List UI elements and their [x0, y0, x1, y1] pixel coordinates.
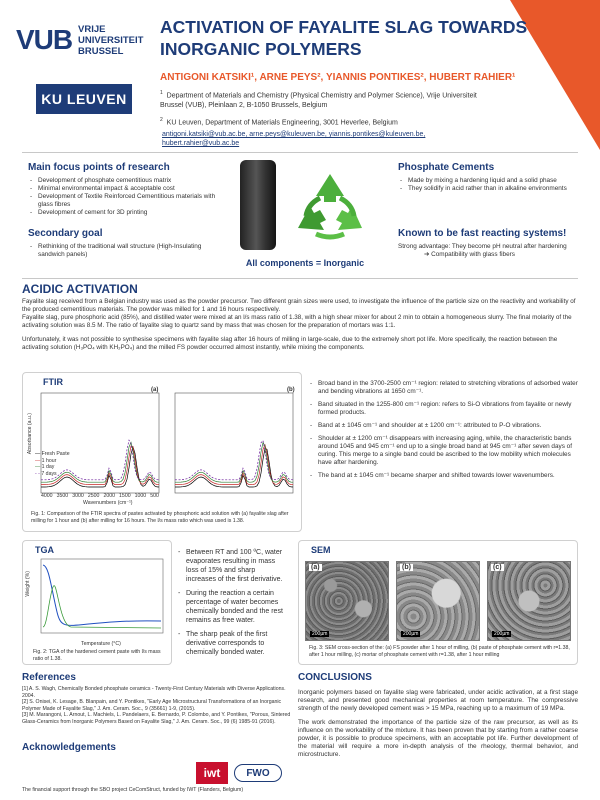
affiliation-1: Department of Materials and Chemistry (Physical Chemistry and Polymer Science), Vrije Universiteit Brussel (VUB), Pleinlaan 2, B-1050 Brussels, Belgium	[160, 92, 477, 110]
tga-xlabel: Temperature (°C)	[81, 641, 121, 647]
legend-1d: — 1 day	[35, 464, 55, 470]
tga-box	[22, 540, 172, 665]
list-item: - Broad band in the 3700-2500 cm⁻¹ region: related to stretching vibrations of adsorbed water and bending vibrations at 1650 cm⁻¹.	[308, 380, 578, 396]
panel-label-a: (a)	[151, 387, 159, 393]
list-item: - Development of Textile Reinforced Cementitious materials with glass fibres	[28, 193, 228, 209]
legend-label: Fresh Paste	[41, 451, 70, 457]
vub-line: VRIJE	[78, 24, 106, 35]
acidic-paragraph: Fayalite slag, pure phosphoric acid (85%), and distilled water were mixed at an l/s mass ratio of 1.38, with a high shear mixer for about 2 min to obtain a homogeneous slurry. The final molarity of the activating solution was 8.5 M. The ratio of fayalite slag to quartz sand by mass that was chosen for the preparation of mortars was 1:1.	[22, 314, 572, 329]
divider	[22, 278, 578, 279]
ftir-heading	[43, 377, 63, 387]
poster-title: ACTIVATION OF FAYALITE SLAG TOWARDS INORGANIC POLYMERS	[160, 17, 528, 59]
vub-line: BRUSSEL	[78, 46, 124, 57]
fwo-logo: FWO	[234, 764, 282, 782]
list-item: - Development of cement for 3D printing	[28, 209, 228, 217]
ack-text: The financial support through the SBO project CeComStruct, funded by IWT (Flanders, Belgium)	[22, 787, 244, 793]
tga-caption: Fig. 2: TGA of the hardened cement paste with l/s mass ratio of 1.38.	[33, 649, 161, 662]
secondary-section	[28, 228, 228, 259]
sem-caption: Fig. 3: SEM cross-section of the: (a) FS powder after 1 hour of milling, (b) paste of phosphate cement with r=1.38, after 1 hour milling, (c) mortar of phosphate cement with r=1.38, after 1 hour milling	[309, 645, 570, 658]
ftir-legend	[35, 451, 70, 477]
x-tick: 3000	[72, 493, 84, 499]
list-item: - Made by mixing a hardening liquid and a solid phase	[398, 177, 578, 185]
legend-label: 1 hour	[41, 457, 57, 464]
acidic-paragraph: Unfortunately, it was not possible to synthesise specimens with fayalite slag after 16 hours of milling in large-scale, due to the extremely short pot life. More specifically, the reaction between the activating solution (H₃PO₄ with KH₂PO₄) and the milled FS powder occurred almost instantly, while mixing the components.	[22, 336, 558, 351]
legend-7d: - - 7 days	[35, 470, 57, 477]
divider	[22, 152, 578, 153]
scale-bar: 200µm	[403, 631, 419, 637]
vub-letters: VUB	[16, 24, 73, 55]
conclusions-heading: CONCLUSIONS	[298, 672, 372, 683]
ftir-spectrum-line	[175, 448, 293, 487]
sem-box	[298, 540, 578, 665]
ftir-caption: Fig. 1: Comparison of the FTIR spectra of pastes activated by phosphoric acid solution with (a) fayalite slag after milling for 1 hour and (b) after milling for 16 hours. The l/s mass ratio which was used is 1.38.	[31, 511, 289, 524]
reference-item: [1] A. S. Wagh, Chemically Bonded phosphate ceramics - Twenty-First Century Materials with Diverse Applications. 2004.	[22, 686, 286, 699]
list-item: - The sharp peak of the first derivative corresponds to chemically bonded water.	[176, 630, 286, 657]
legend-1h: — 1 hour	[35, 457, 57, 464]
phosphate-section	[398, 162, 578, 193]
tga-ylabel: Weight (%)	[25, 571, 31, 597]
list-item: - During the reaction a certain percentage of water becomes chemically bonded and the rest remains as free water.	[176, 589, 286, 625]
ftir-charts	[27, 389, 299, 507]
list-item: - Development of phosphate cementitious matrix	[28, 177, 228, 185]
sem-label: (a)	[311, 564, 320, 571]
reacting-section	[398, 228, 578, 259]
list-item: - Minimal environmental impact & acceptable cost	[28, 185, 228, 193]
ftir-xticks	[41, 493, 291, 500]
affil-number: 1	[160, 90, 163, 96]
recycle-icon	[290, 168, 370, 248]
sem-image-b	[396, 561, 480, 641]
focus-section	[28, 162, 228, 217]
authors: ANTIGONI KATSIKI¹, ARNE PEYS², YIANNIS PONTIKES², HUBERT RAHIER¹	[160, 72, 516, 83]
cement-specimen-image	[240, 160, 276, 250]
list-item: - Band situated in the 1255-800 cm⁻¹ region: refers to Si-O vibrations from fayalite or newly formed products.	[308, 401, 578, 417]
conclusions-section	[298, 672, 578, 759]
references-heading: References	[22, 672, 76, 683]
ftir-spectrum-line	[175, 441, 293, 480]
acidic-heading: ACIDIC ACTIVATION	[22, 282, 138, 296]
legend-label: 1 day	[41, 464, 55, 470]
acidic-paragraph: Fayalite slag received from a Belgian industry was used as the powder precursor. Two different grain sizes were used, to investigate the influence of the particle size on the reactivity and workability of the produced cementitious materials. The powder was milled for 1 and 16 hours respectively.	[22, 298, 576, 313]
x-tick: 2000	[103, 493, 115, 499]
phosphate-heading: Phosphate Cements	[398, 162, 495, 173]
list-item: - Rethinking of the traditional wall structure (High-Insulating sandwich panels)	[28, 243, 228, 259]
secondary-heading: Secondary goal	[28, 228, 103, 239]
legend-fresh: — Fresh Paste	[35, 451, 70, 457]
legend-label: 7 days	[41, 470, 57, 477]
tga-chart	[31, 557, 167, 641]
ftir-spectrum-line	[175, 445, 293, 485]
ack-heading: Acknowledgements	[22, 742, 116, 753]
ftir-xlabel: Wavenumbers (cm⁻¹)	[83, 500, 133, 506]
reference-item: [3] M. Marangoni, L. Arnout, L. Machiels, L. Pandelaers, E. Bernardo, P. Colombo, and Y. Pontikes, "Porous, Sintered Glass-Ceramics from Inorganic Polymers Based on Fayalite Slag," J. Am. Ceram. Soc., 99 (6) 1985-91 (2016).	[22, 712, 291, 725]
tga-weight-line	[43, 565, 161, 625]
reacting-text: Strong advantage: They become pH neutral after hardening	[398, 243, 567, 250]
focus-heading: Main focus points of research	[28, 162, 170, 173]
list-item: - Shoulder at ± 1200 cm⁻¹ disappears with increasing aging, while, the characteristic bands around 1045 and 945 cm⁻¹ end up to a single broad band at 945 cm⁻¹ after seven days of curing. This merge to a single band could be ascribed to the low mobility which molecules have after hardening.	[308, 435, 578, 467]
list-item: - They solidify in acid rather than in alkaline environments	[398, 185, 578, 193]
vub-logo	[10, 20, 150, 64]
x-tick: 4000	[41, 493, 53, 499]
x-tick: 3500	[56, 493, 69, 499]
ftir-bullets	[308, 380, 578, 485]
tga-heading: TGA	[35, 545, 54, 555]
all-components-caption: All components = Inorganic	[245, 258, 365, 268]
ku-leuven-logo: KU LEUVEN	[36, 84, 132, 114]
funder-logos	[196, 762, 286, 784]
conclusions-paragraph: Inorganic polymers based on fayalite slag were fabricated, under acidic activation, at a first stage research, and presented good mechanical properties at room temperature. The compressive strength of the newly developed cement was > 15 MPa, reaching up to a maximum of 19 MPa.	[298, 689, 578, 712]
affiliation-2: KU Leuven, Department of Materials Engineering, 3001 Heverlee, Belgium	[166, 119, 398, 127]
sem-heading: SEM	[311, 545, 331, 555]
ftir-box	[22, 372, 302, 532]
conclusions-paragraph: The work demonstrated the importance of the particle size of the raw precursor, as well as its influence on the workability of the mixture. It has been proven that by starting from a rather coarse powder, it is possible to produce specimens, with an acceptable pot life. Further development of the material will require a more in-depth analysis of the rheology, thermal behavior, and microstructure.	[298, 719, 578, 758]
ftir-title: FTIR	[43, 377, 63, 387]
iwt-logo: iwt	[196, 762, 228, 784]
list-item: - Band at ± 1045 cm⁻¹ and shoulder at ± 1200 cm⁻¹: attributed to P-O vibrations.	[308, 422, 578, 430]
list-item: - Between RT and 100 ºC, water evaporates resulting in mass loss of 15% and sharp increases of the first derivative.	[176, 548, 286, 584]
sem-image-c	[487, 561, 571, 641]
references-section	[22, 672, 292, 725]
vub-line: UNIVERSITEIT	[78, 35, 144, 46]
reference-item: [2] S. Onisei, K. Lesage, B. Blanpain, and Y. Pontikes, "Early Age Microstructural Transformations of an Inorganic Polymer Made of Fayalite Slag," J. Am. Ceram. Soc., 9 (35661) 1-9, (2015).	[22, 699, 282, 712]
panel-label-b: (b)	[287, 387, 295, 393]
ftir-spectrum-line	[175, 443, 293, 483]
x-tick: 1500	[119, 493, 131, 499]
acidic-text	[22, 298, 578, 352]
x-tick: 1000	[134, 493, 147, 499]
sem-label: (c)	[493, 564, 502, 571]
sem-image-a	[305, 561, 389, 641]
sem-label: (b)	[402, 564, 411, 571]
x-tick: 500	[150, 493, 159, 499]
affil-number: 2	[160, 117, 163, 124]
tga-bullets	[176, 548, 286, 662]
reacting-arrow-item: ➔ Compatibility with glass fibers	[424, 251, 515, 258]
list-item: - The band at ± 1045 cm⁻¹ became sharper and shifted towards lower wavenumbers.	[308, 472, 578, 480]
scale-bar: 200µm	[494, 631, 510, 637]
email-links[interactable]: antigoni.katsiki@vub.ac.be, arne.peys@kuleuven.be, yiannis.pontikes@kuleuven.be, hubert.rahier@vub.ac.be	[162, 131, 426, 147]
reacting-heading: Known to be fast reacting systems!	[398, 228, 567, 239]
scale-bar: 200µm	[312, 631, 328, 637]
affiliations	[160, 88, 480, 129]
ftir-ylabel: Absorbance (a.u.)	[27, 413, 33, 455]
x-tick: 2500	[87, 493, 100, 499]
ack-section	[22, 742, 292, 753]
